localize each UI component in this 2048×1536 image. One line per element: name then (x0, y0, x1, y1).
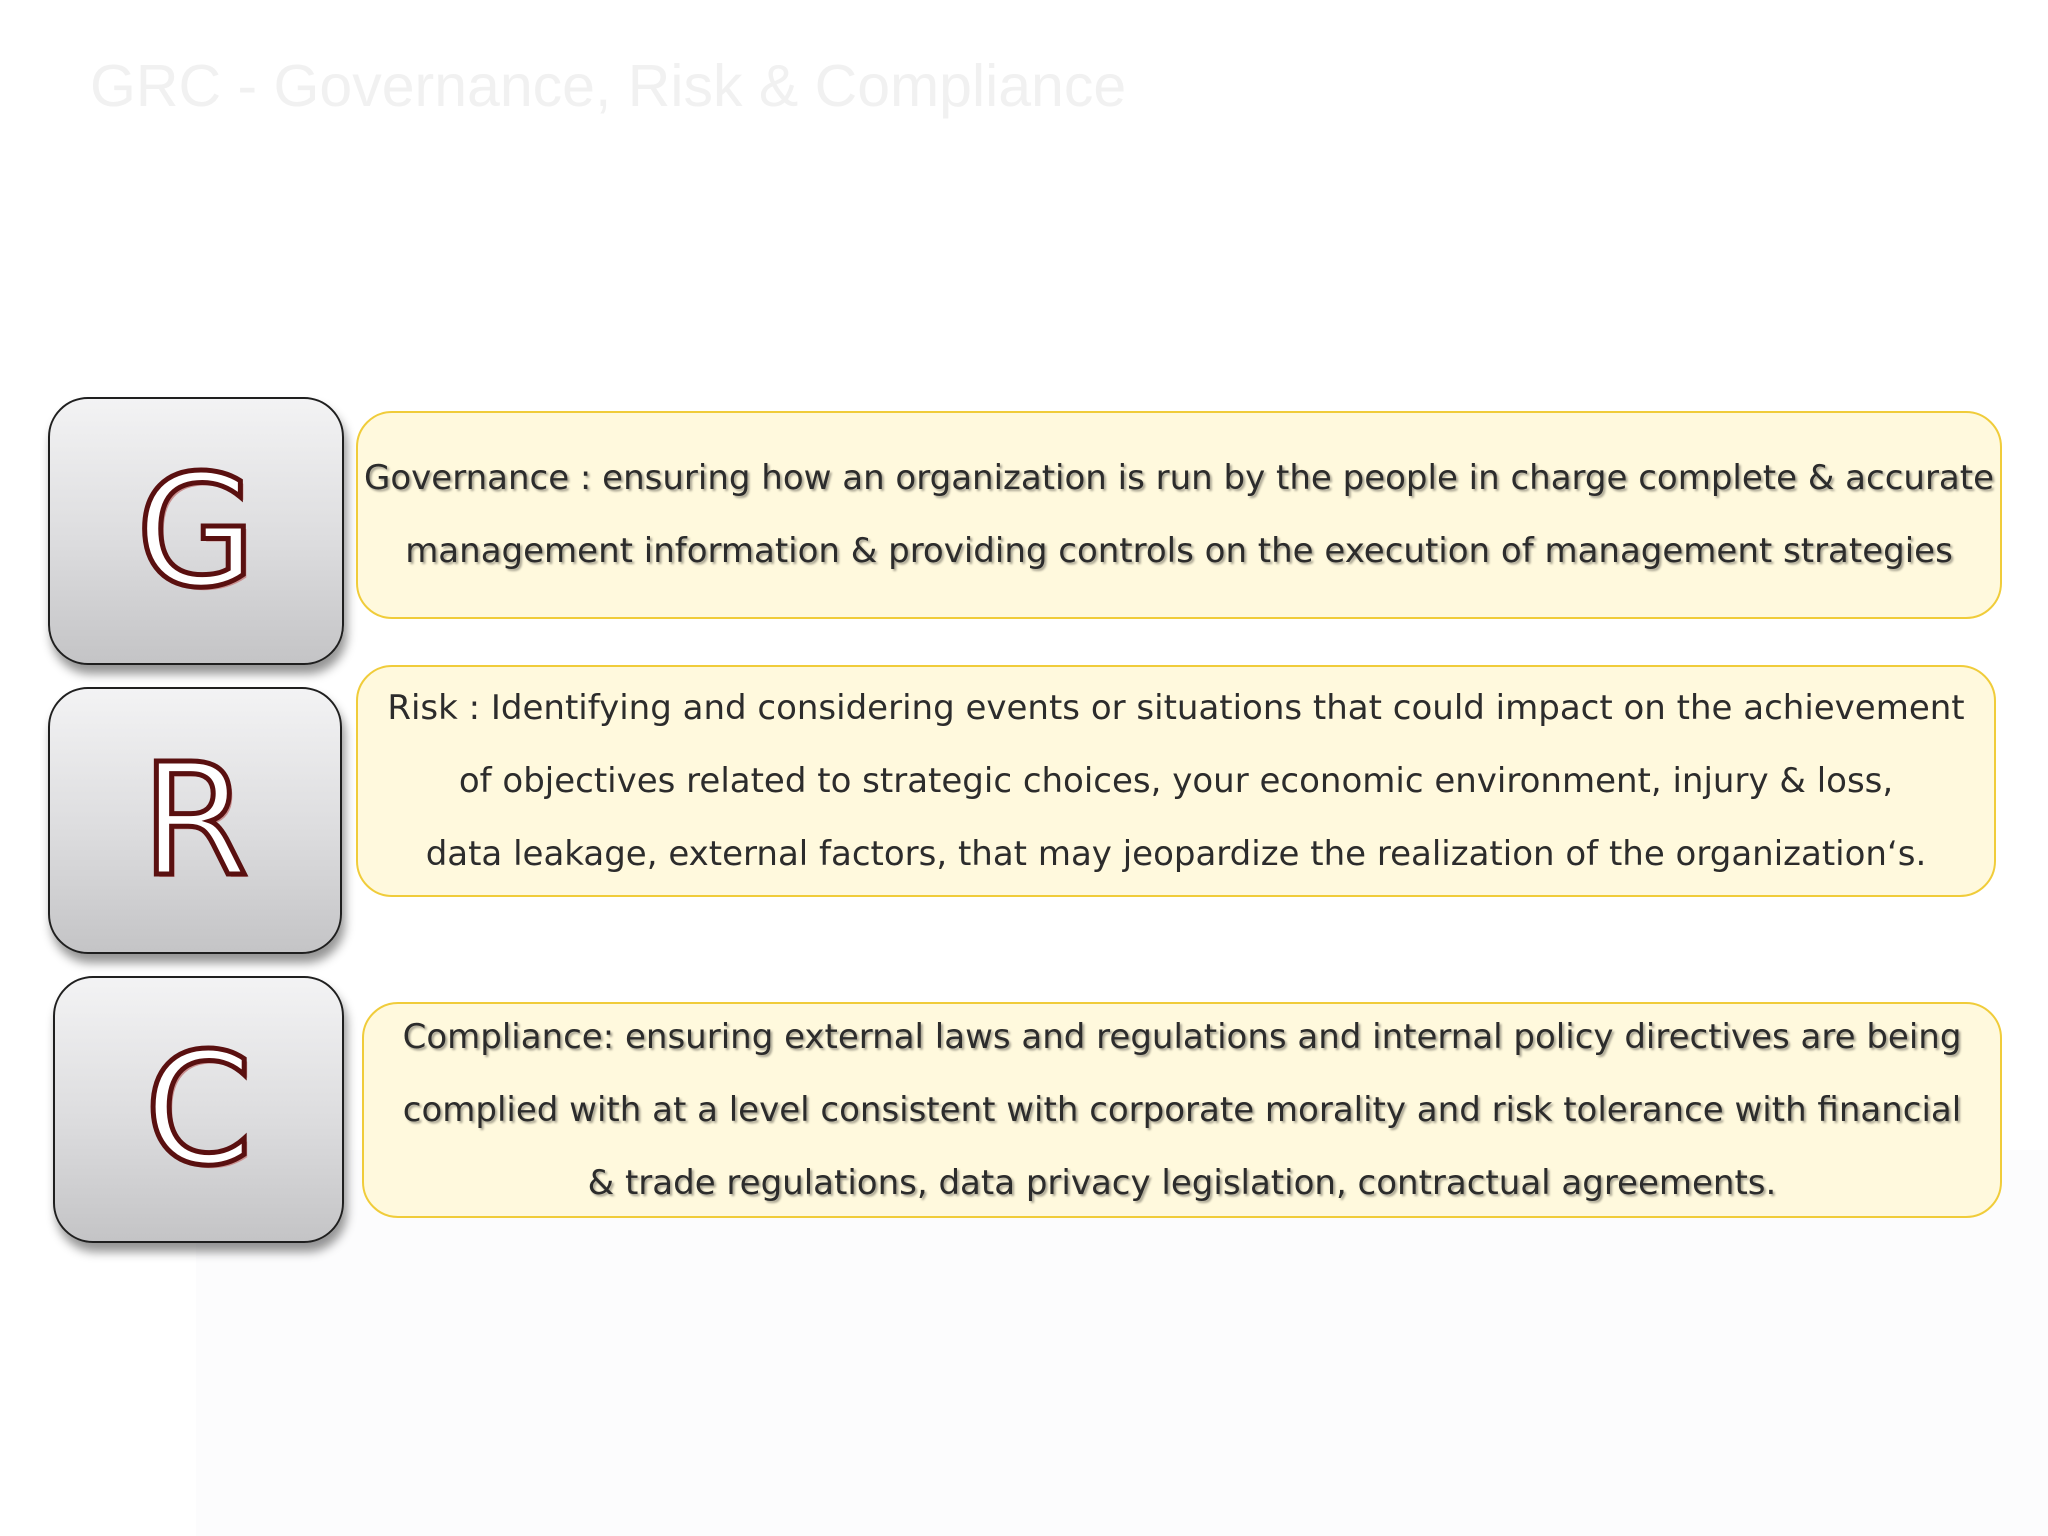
letter-r: R (141, 730, 249, 911)
compliance-line: Compliance: ensuring external laws and regulations and internal policy directives are being (402, 1016, 1962, 1057)
risk-line: of objectives related to strategic choices, your economic environment, injury & loss, (458, 760, 1894, 801)
letter-box-c (53, 976, 344, 1243)
compliance-line: complied with at a level consistent with corporate morality and risk tolerance with financial (402, 1089, 1962, 1130)
compliance-box (362, 1002, 2002, 1218)
governance-line: management information & providing controls on the execution of management strategies (405, 531, 1953, 571)
risk-line: Risk : Identifying and considering events or situations that could impact on the achievement (387, 687, 1965, 728)
governance-box (356, 411, 2002, 619)
governance-line: Governance : ensuring how an organization is run by the people in charge complete & accurate (364, 458, 1995, 498)
compliance-line: & trade regulations, data privacy legislation, contractual agreements. (587, 1162, 1777, 1203)
letter-box-r (48, 687, 342, 954)
risk-line: data leakage, external factors, that may jeopardize the realization of the organization‘s. (425, 833, 1927, 874)
risk-box (356, 665, 1996, 897)
letter-g: G (135, 440, 257, 622)
letter-box-g (48, 397, 344, 665)
slide-title: GRC - Governance, Risk & Compliance (90, 53, 1127, 119)
letter-c: C (144, 1019, 253, 1200)
